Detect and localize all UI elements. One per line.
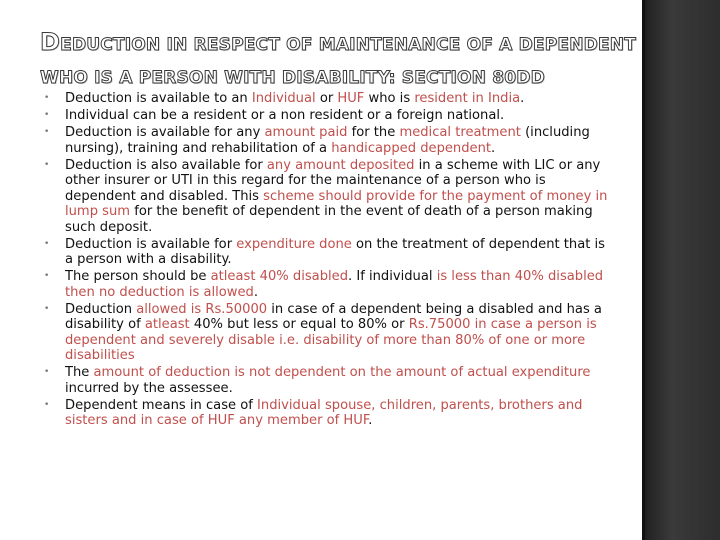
title-line-2: WHO IS A PERSON WITH DISABILITY: SECTION 80DD	[40, 68, 545, 88]
bullet-marker-icon: •	[44, 110, 50, 120]
bullet-marker-icon: •	[44, 159, 50, 170]
highlighted-text: atleast 40% disabled	[210, 269, 349, 284]
bullet-marker-icon: •	[44, 303, 50, 314]
title-drop-cap: D	[40, 28, 61, 56]
bullet-text: in a scheme with LIC or any other insurer or UTI in this regard for the maintenance of a person who is dependent and disabled. This	[65, 157, 601, 204]
bullet-text: Deduction is available for any	[65, 125, 265, 140]
bullet-text: 40% but less or equal to 80% or	[189, 317, 409, 332]
bullet-item	[44, 125, 612, 156]
bullet-text: who is	[364, 91, 415, 106]
bullet-marker-icon: •	[44, 399, 50, 410]
bullet-text: Deduction	[65, 301, 137, 317]
bullet-text: Deduction is available for	[65, 236, 237, 252]
bullet-text: in case of a dependent being a disabled and has a disability of	[65, 301, 602, 332]
bullet-text: Deduction is also available for	[65, 157, 267, 173]
bullet-text: for the	[347, 125, 400, 140]
bullet-marker-icon: •	[44, 93, 50, 103]
bullet-text: .	[368, 413, 373, 428]
highlighted-text: amount paid	[264, 125, 348, 140]
bullet-item	[44, 158, 612, 236]
highlighted-text: Individual	[251, 91, 316, 106]
highlighted-text: allowed is Rs.50000	[136, 301, 268, 317]
highlighted-text: atleast	[144, 317, 190, 332]
bullet-item	[44, 108, 612, 124]
bullet-text: The	[65, 365, 94, 380]
bullet-item	[44, 91, 612, 107]
bullet-text: incurred by the assessee.	[65, 380, 233, 396]
bullet-item	[44, 398, 612, 429]
bullet-text: Deduction is available to an	[65, 91, 252, 106]
title-line-1	[40, 26, 636, 62]
highlighted-text: is less than 40% disabled then no deduction is allowed	[65, 269, 604, 300]
bullet-text: .	[491, 140, 496, 156]
bullet-text: .	[520, 91, 525, 106]
highlighted-text: resident in India	[414, 91, 521, 106]
bullet-text: or	[315, 91, 338, 106]
bullet-marker-icon: •	[44, 127, 50, 137]
highlighted-text: Rs.75000 in case a person is dependent and severely disable i.e. disability of more than 80% of one or more disabilities	[65, 317, 597, 363]
slide-title	[40, 26, 636, 95]
highlighted-text: medical treatment	[399, 125, 521, 140]
bullet-text: The person should be	[65, 269, 211, 284]
highlighted-text: amount of deduction is not dependent on the amount of actual expenditure	[93, 365, 591, 380]
bullet-marker-icon: •	[44, 238, 50, 249]
bullet-text: (including nursing), training and rehabilitation of a	[65, 125, 590, 156]
highlighted-text: Individual spouse, children, parents, brothers and sisters and in case of HUF any member of HUF	[65, 397, 583, 428]
highlighted-text: any amount deposited	[266, 157, 415, 173]
bullet-text: .	[253, 284, 259, 300]
decorative-side-band	[642, 0, 720, 540]
bullet-text: for the benefit of dependent in the event of death of a person making such deposit.	[65, 204, 593, 235]
bullet-item	[44, 302, 612, 364]
bullet-item	[44, 365, 612, 396]
bullet-text: . If individual	[348, 269, 437, 284]
highlighted-text: HUF	[337, 91, 365, 106]
highlighted-text: handicapped dependent	[331, 140, 492, 156]
bullet-item	[44, 237, 612, 268]
bullet-list	[44, 91, 612, 430]
bullet-text: Dependent means in case of	[65, 397, 258, 413]
bullet-item	[44, 269, 612, 300]
bullet-marker-icon: •	[44, 271, 50, 281]
title-line-1-text: EDUCTION IN RESPECT OF MAINTENANCE OF A DEPENDENT	[60, 35, 636, 55]
highlighted-text: scheme should provide for the payment of money in lump sum	[65, 188, 608, 219]
highlighted-text: expenditure done	[236, 236, 352, 252]
bullet-marker-icon: •	[44, 367, 50, 377]
bullet-text: Individual can be a resident or a non resident or a foreign national.	[65, 108, 505, 123]
bullet-text: on the treatment of dependent that is a person with a disability.	[65, 236, 605, 267]
